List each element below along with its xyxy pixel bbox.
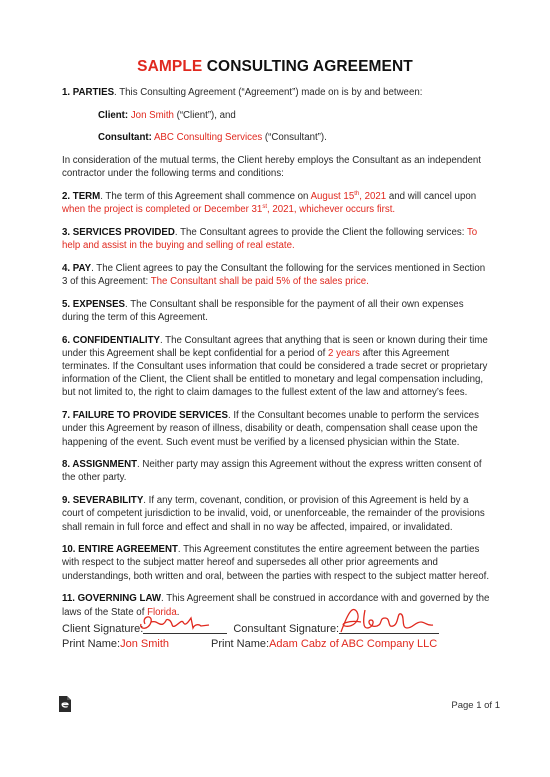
- client-suffix: (“Client”), and: [173, 109, 236, 121]
- section-entire-agreement: [62, 543, 490, 583]
- spacer: [169, 637, 211, 652]
- confidentiality-text-1: . The Consultant agrees that anything that is seen or known during their time under this Agreement shall be kept confidential for a period of: [62, 334, 488, 359]
- client-print-name: Jon Smith: [120, 637, 169, 650]
- pay-heading: 4. PAY: [62, 262, 92, 274]
- consultant-name: ABC Consulting Services: [151, 132, 263, 144]
- section-expenses: [62, 298, 490, 324]
- assignment-text: . Neither party may assign this Agreement without the express written consent of the other party.: [62, 459, 482, 484]
- client-signature-image: [135, 612, 215, 634]
- section-failure: [62, 409, 490, 449]
- consultant-label: Consultant:: [98, 132, 152, 144]
- failure-heading: 7. FAILURE TO PROVIDE SERVICES: [62, 410, 228, 422]
- title-sample: SAMPLE: [137, 58, 203, 75]
- page-number: Page 1 of 1: [451, 700, 500, 711]
- term-text-2: and will cancel upon: [386, 191, 477, 203]
- print-name-row: [62, 637, 490, 652]
- term-start-date: [311, 191, 387, 202]
- services-heading: 3. SERVICES PROVIDED: [62, 226, 175, 238]
- term-heading: 2. TERM: [62, 191, 101, 203]
- end-condition-b: , 2021, whichever occurs first.: [266, 204, 396, 216]
- title-rest: CONSULTING AGREEMENT: [202, 58, 413, 75]
- pay-text: . The Client agrees to pay the Consultant the following for the services mentioned in Section 3 of this Agreement:: [62, 262, 486, 288]
- consultant-signature-field[interactable]: [339, 622, 439, 634]
- consultant-signature-label: Consultant Signature:: [233, 622, 340, 635]
- section-pay: [62, 262, 490, 288]
- consultant-print-label: Print Name:: [211, 637, 270, 650]
- client-print-label: Print Name:: [62, 637, 121, 650]
- start-date-text: August 15: [310, 191, 355, 203]
- section-assignment: [62, 458, 490, 484]
- severability-heading: 9. SEVERABILITY: [62, 495, 144, 507]
- consultant-line: [62, 131, 490, 144]
- end-condition-a: when the project is completed or December 31: [62, 204, 263, 216]
- agreement-body: [62, 86, 490, 652]
- section-parties: [62, 86, 490, 99]
- document-logo-icon: [58, 695, 72, 713]
- client-line: [62, 109, 490, 122]
- parties-text: . This Consulting Agreement (“Agreement”) made on is by and between:: [114, 87, 423, 98]
- start-date-year: , 2021: [359, 191, 387, 203]
- services-details: To help and assist in the buying and selling of real estate.: [62, 226, 478, 252]
- term-end-condition: [62, 204, 395, 215]
- client-signature-field[interactable]: [143, 622, 227, 634]
- entire-text: . This Agreement constitutes the entire agreement between the parties with respect to the subject matter hereof and supersedes all other prior agreements and understandings, both written and oral, between the parties with respect to the subject matter hereof.: [62, 544, 490, 582]
- start-date-sup: th: [354, 190, 360, 197]
- consultant-signature-image: [335, 606, 439, 636]
- governing-period: .: [176, 606, 180, 618]
- expenses-text: . The Consultant shall be responsible for the payment of all their own expenses during the term of this Agreement.: [62, 298, 464, 323]
- intro-paragraph: In consideration of the mutual terms, the Client hereby employs the Consultant as an independent contractor under the following terms and conditions:: [62, 155, 481, 180]
- failure-text: . If the Consultant becomes unable to perform the services under this Agreement by reason of illness, disability or death, compensation shall cease upon the happening of the event. Such event must be verified by a licensed physician within the State.: [62, 410, 479, 448]
- severability-text: . If any term, covenant, condition, or provision of this Agreement is held by a court of competent jurisdiction to be invalid, void, or unenforceable, the remainder of the provisions shall remain in full force and effect and shall in no way be affected, impaired, or invalidated.: [62, 495, 485, 533]
- section-severability: [62, 494, 490, 534]
- consultant-suffix: (“Consultant”).: [262, 132, 327, 144]
- consultant-print-name: Adam Cabz of ABC Company LLC: [269, 637, 438, 650]
- client-name: Jon Smith: [128, 109, 174, 121]
- page-title: [0, 58, 550, 76]
- expenses-heading: 5. EXPENSES: [62, 298, 125, 310]
- client-label: Client:: [98, 109, 129, 121]
- pay-details: The Consultant shall be paid 5% of the sales price.: [150, 276, 369, 288]
- signature-row: [62, 622, 490, 637]
- section-confidentiality: [62, 334, 490, 400]
- governing-heading: 11. GOVERNING LAW: [62, 593, 162, 605]
- parties-heading: 1. PARTIES: [62, 87, 115, 98]
- services-text: . The Consultant agrees to provide the Client the following services:: [174, 226, 467, 238]
- section-services: [62, 226, 490, 252]
- confidentiality-period: 2 years: [328, 347, 360, 359]
- entire-heading: 10. ENTIRE AGREEMENT: [62, 544, 178, 556]
- client-signature-label: Client Signature:: [62, 622, 144, 635]
- term-text-1: . The term of this Agreement shall commence on: [100, 191, 311, 203]
- confidentiality-text-2: after this Agreement terminates. If the Consultant uses information that could be considered a trade secret or proprietary information of the Client, the Client shall be entitled to monetary and legal compensation including, but not limited to, the right to claim damages to the fullest extent of the law and attorney’s fees.: [62, 347, 488, 399]
- section-term: [62, 190, 490, 216]
- confidentiality-heading: 6. CONFIDENTIALITY: [62, 334, 160, 346]
- governing-text: . This Agreement shall be construed in accordance with and governed by the laws of the State of: [62, 593, 490, 618]
- end-condition-sup: st: [262, 203, 267, 210]
- governing-state: Florida: [147, 606, 177, 618]
- assignment-heading: 8. ASSIGNMENT: [62, 459, 137, 471]
